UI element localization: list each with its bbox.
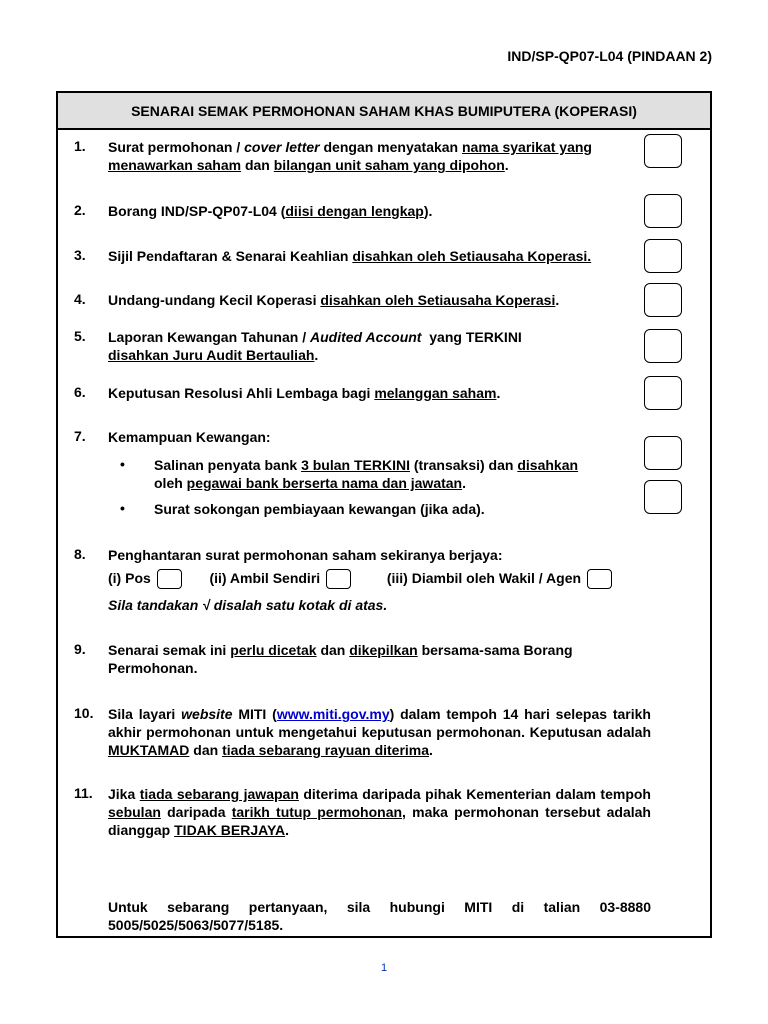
item-number: 9. (74, 641, 86, 657)
text-part: Sijil Pendaftaran & Senarai Keahlian (108, 248, 353, 264)
text-part: Laporan Kewangan Tahunan / (108, 329, 310, 345)
instruction-note: Sila tandakan √ disalah satu kotak di atas. (108, 597, 388, 613)
text-part: perlu dicetak (230, 642, 317, 658)
text-part: Audited Account (309, 329, 422, 345)
checkbox-pos[interactable] (157, 569, 182, 589)
text-part: dan (189, 742, 223, 758)
item-text (108, 138, 638, 174)
text-part: TIDAK BERJAYA (174, 822, 286, 838)
text-part: . (504, 157, 509, 173)
text-part: tiada sebarang rayuan diterima (222, 742, 430, 758)
text-part: . (314, 347, 319, 363)
text-part: . (429, 742, 433, 758)
checkbox-ambil-sendiri[interactable] (326, 569, 351, 589)
item-text (108, 705, 651, 759)
checkbox-item-3[interactable] (644, 239, 682, 273)
text-part: . (285, 822, 290, 838)
item-number: 8. (74, 546, 86, 562)
item-text (108, 384, 500, 402)
page-number: 1 (380, 962, 388, 974)
option-pos-label: (i) Pos (108, 570, 151, 586)
text-part: cover letter (244, 139, 320, 155)
delivery-options-row (108, 569, 668, 589)
checkbox-item-6[interactable] (644, 376, 682, 410)
text-part: diterima daripada pihak Kementerian dalam tempoh (298, 786, 651, 802)
item-text: Penghantaran surat permohonan saham sekiranya berjaya: (108, 547, 503, 563)
text-part: disahkan Juru Audit Bertauliah (108, 347, 315, 363)
item-number: 2. (74, 202, 86, 218)
document-reference: IND/SP-QP07-L04 (PINDAAN 2) (507, 48, 712, 64)
item-text (108, 291, 559, 309)
item-text (108, 785, 651, 839)
text-part: daripada (160, 804, 232, 820)
text-part: disahkan oleh Setiausaha Koperasi (320, 292, 556, 308)
text-part: 3 bulan TERKINI (301, 457, 410, 473)
text-part: diisi dengan lengkap (285, 203, 424, 219)
text-part: Sila layari (108, 706, 182, 722)
item-number: 7. (74, 428, 86, 444)
item-text (108, 202, 432, 220)
item-number: 5. (74, 328, 86, 344)
item-text: Kemampuan Kewangan: (108, 429, 271, 445)
option-wakil-agen-label: (iii) Diambil oleh Wakil / Agen (386, 570, 582, 586)
text-part: . (555, 292, 560, 308)
item-text (108, 247, 591, 265)
text-part: Surat permohonan / (108, 139, 245, 155)
text-part: pegawai bank berserta nama dan jawatan (186, 475, 463, 491)
item-number: 6. (74, 384, 86, 400)
checkbox-item-5[interactable] (644, 329, 682, 363)
item-number: 10. (74, 705, 94, 721)
text-part: nama syarikat yang menawarkan saham (108, 139, 592, 173)
item-text (108, 328, 638, 364)
item-number: 11. (74, 785, 93, 801)
checklist-frame (56, 91, 712, 938)
miti-website-link[interactable]: www.miti.gov.my (276, 706, 390, 722)
text-part: MITI ( (232, 706, 277, 722)
text-part: (transaksi) dan (409, 457, 518, 473)
text-part: disahkan oleh Setiausaha Koperasi. (352, 248, 592, 264)
bullet-icon: • (120, 500, 125, 516)
checklist-title: SENARAI SEMAK PERMOHONAN SAHAM KHAS BUMIPUTERA (KOPERASI) (58, 93, 710, 130)
bullet-icon: • (120, 456, 125, 472)
text-part: yang TERKINI (421, 329, 522, 345)
text-part: sebulan (108, 804, 161, 820)
text-part: ). (423, 203, 433, 219)
item-number: 4. (74, 291, 86, 307)
text-part: Keputusan Resolusi Ahli Lembaga bagi (108, 385, 375, 401)
text-part: tiada sebarang jawapan (139, 786, 299, 802)
text-part: Senarai semak ini (108, 642, 231, 658)
item-number: 3. (74, 247, 86, 263)
checkbox-financing-letter[interactable] (644, 480, 682, 514)
checkbox-wakil-agen[interactable] (587, 569, 612, 589)
text-part: melanggan saham (374, 385, 497, 401)
checkbox-item-4[interactable] (644, 283, 682, 317)
text-part: dan (241, 157, 274, 173)
text-part: , maka permohonan tersebut adalah dianggap (108, 804, 651, 838)
text-part: oleh (154, 475, 187, 491)
text-part: dengan menyatakan (319, 139, 462, 155)
contact-text: Untuk sebarang pertanyaan, sila hubungi MITI di talian 03-8880 5005/5025/5063/5077/5185. (108, 899, 651, 933)
text-part: . (462, 475, 466, 491)
text-part: dan (316, 642, 350, 658)
text-part: Jika (108, 786, 140, 802)
bullet-text: Surat sokongan pembiayaan kewangan (jika ada). (154, 501, 485, 517)
text-part: Undang-undang Kecil Koperasi (108, 292, 321, 308)
checkbox-item-2[interactable] (644, 194, 682, 228)
checkbox-bank-statement[interactable] (644, 436, 682, 470)
text-part: dikepilkan (349, 642, 418, 658)
text-part: website (181, 706, 233, 722)
checkbox-item-1[interactable] (644, 134, 682, 168)
text-part: bersama-sama Borang Permohonan. (108, 642, 573, 676)
bullet-text (154, 456, 624, 492)
text-part: bilangan unit saham yang dipohon (273, 157, 505, 173)
text-part: ) dalam tempoh 14 hari selepas tarikh akhir permohonan untuk mengetahui keputusan permohonan. Keputusan adalah (108, 706, 651, 740)
text-part: MUKTAMAD (108, 742, 190, 758)
item-number: 1. (74, 138, 86, 154)
item-text (108, 641, 618, 677)
text-part: disahkan (517, 457, 579, 473)
text-part: Salinan penyata bank (154, 457, 302, 473)
text-part: . (496, 385, 501, 401)
text-part: Borang IND/SP-QP07-L04 ( (108, 203, 286, 219)
text-part: tarikh tutup permohonan (231, 804, 403, 820)
option-ambil-sendiri-label: (ii) Ambil Sendiri (209, 570, 321, 586)
